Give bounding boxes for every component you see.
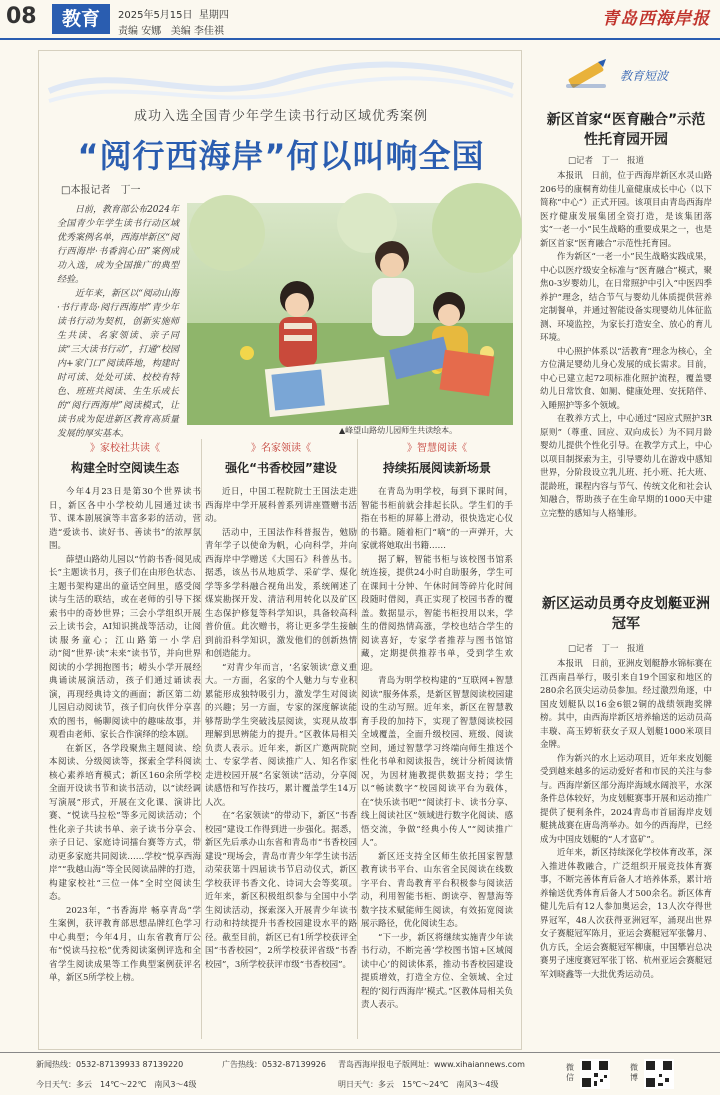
brief-title: 新区运动员勇夺皮划艇亚洲冠军 <box>542 596 710 632</box>
feature-photo <box>187 203 513 425</box>
column-divider <box>357 439 358 1039</box>
brief-byline: □记者 丁一 报道 <box>568 644 645 654</box>
brief-paragraph: 作为新区“一老一小”民生战略实践成果，中心以医疗级安全标准与“医育融合”模式，聚焦0-3岁婴幼儿，在日常照护中引入“中医四季养护”理念，结合节气与婴幼儿体质提供营养定制餐单，并通过智能设备实现婴幼儿体征监测、环境监控，为家长打造安全、放心的育儿环境。 <box>540 252 712 343</box>
column-tag: 》家校社共读《 <box>90 443 160 454</box>
brief-byline: □记者 丁一 报道 <box>568 156 645 166</box>
section-name: 教育 <box>52 4 110 34</box>
column-heading: 持续拓展阅读新场景 <box>382 461 491 475</box>
brief-body <box>540 658 712 1048</box>
column-paragraph: 今年4月23日是第30个世界读书日，新区各中小学校幼儿园通过读书节、课本剧展演等丰富多彩的活动，营造“爱读书、读好书、善读书”的浓厚氛围。 <box>49 487 201 551</box>
column-tag: 》智慧阅读《 <box>407 443 467 454</box>
column-divider <box>201 439 202 1039</box>
page-footer <box>0 1052 720 1095</box>
column-home-school <box>49 439 201 1060</box>
brief-section-tag: 教育短波 <box>620 69 669 83</box>
lead-paragraph: 日前，教育部公布2024年全国青少年学生读书行动区域优秀案例名单，西海岸新区“阅行西海岸·书香润心田”案例成功入选，成为全国推广的典型经验。 <box>57 205 179 285</box>
column-body <box>49 486 201 1060</box>
wechat-qr-icon[interactable] <box>580 1059 610 1089</box>
column-paragraph: 2023年，“书香海岸 畅享青岛”学生案例，获评教育部思想品牌红色学习中心典型；今年4月，山东省教育厅公布“悦读马拉松”优秀阅读案例评选和全省学生阅读成果等工作典型案例获评名单，新区5所学校上榜。 <box>49 905 201 983</box>
epaper-url[interactable]: 青岛西海岸报电子版网址：www.xihaiannews.com <box>338 1060 525 1069</box>
brief-title: 新区首家“医育融合”示范性托育园开园 <box>546 112 706 148</box>
feature-article <box>38 50 522 1050</box>
column-tag: 》名家领读《 <box>251 443 311 454</box>
column-body <box>361 486 513 1060</box>
column-paragraph: 活动中，王国法作科普报告，勉励青年学子以使命为帆，心向科学，并向西海岸中学赠送《大国石》科普丛书。据悉，该丛书从地质学、采矿学、煤化学等多学科融合视角出发，系统阐述了煤炭勘探开发、清洁利用转化以及矿区生态保护修复等科学知识，具备较高科普价值。此次赠书，将让更多学生接触到前沿科学知识，激发他们的创新热情和创造能力。 <box>205 527 357 659</box>
column-paragraph: 近日，中国工程院院士王国法走进西海岸中学开展科普系列讲座暨赠书活动。 <box>205 487 357 524</box>
weibo-qr-icon[interactable] <box>644 1059 674 1089</box>
brief-paragraph: 本报讯 日前，亚洲皮划艇静水锦标赛在江西南昌举行，吸引来自19个国家和地区的280余名顶尖运动员参加。经过激烈角逐，中国皮划艇队以16金6银2铜的战绩领跑奖牌榜。其中，由西海岸新区培养输送的运动员高丰璇、高玉婷斩获女子双人划艇1000米项目金牌。 <box>540 659 712 750</box>
column-paragraph: “下一步，新区将继续实施青少年读书行动，不断完善‘学校图书馆+区域阅读中心’的阅读体系，推动书香校园建设提质增效，打造全方位、全领域、全过程的‘阅行西海岸’模式。”区教体局相关负责人表示。 <box>361 932 513 1010</box>
column-heading: 构建全时空阅读生态 <box>70 461 179 475</box>
today-weather: 今日天气：多云 14℃～22℃ 南风3～4级 <box>36 1080 197 1089</box>
feature-byline: □本报记者 丁一 <box>61 185 141 196</box>
brief-body <box>540 170 712 578</box>
news-hotline: 新闻热线：0532-87139933 87139220 <box>36 1060 184 1069</box>
column-paragraph: “对青少年而言，‘名家领读’意义重大。一方面，名家的个人魅力与专业积累能形成独特吸引力，激发学生对阅读的兴趣；另一方面，专家的深度解读能够帮助学生突破浅层阅读，实现从故事理解到思辨能力的提升。”区教体局相关负责人表示。近年来，新区广邀两院院士、专家学者、阅读推广人、知名作家走进校园开展“名家领读”活动，分享阅读感悟和写作技巧，累计覆盖学生14万人次。 <box>205 662 357 808</box>
column-paragraph: 在“名家领读”的带动下，新区“书香校园”建设工作得到进一步强化。据悉，新区先后承办山东省和青岛市“书香校园建设”现场会，青岛市青少年学生读书活动荣获第十四届读书节启动仪式，新区学校获评书香文化、诗词大会等奖项。近年来，新区积极组织参与全国中小学生阅读活动，探索深入开展青少年读书行动和持续提升书香校园建设水平的路径。截至目前，新区已有1所学校获评全国“书香校园”，2所学校获评省级“书香校园”，3所学校获评市级“书香校园”。 <box>205 811 357 970</box>
brief-paragraph: 中心照护体系以“活教育”理念为核心，全方位满足婴幼儿身心发展的成长需求。目前，中心已建立起72项标准化照护流程，覆盖婴幼儿日常饮食、如厕、健康处理、安抚陪伴、入睡照护等多个领域。 <box>540 346 712 411</box>
weibo-label: 微博 <box>630 1063 638 1082</box>
brief-paragraph: 本报讯 日前，位于西海岸新区水灵山路206号的康桐育幼佳儿童健康成长中心（以下简称“中心”）正式开园。该项目由青岛西海岸医疗健康发展集团全资打造，是该集团落实“一老一小”民生战略的重要成果之一，也是新区首家“医育融合”示范性托育园。 <box>540 171 712 249</box>
tomorrow-weather: 明日天气：多云 15℃～24℃ 南风3～4级 <box>338 1080 499 1089</box>
feature-kicker: 成功入选全国青少年学生读书行动区域优秀案例 <box>133 109 428 124</box>
column-body <box>205 486 357 1060</box>
column-paragraph: 新区还支持全区师生依托国家智慧教育读书平台、山东省全民阅读在线数字平台、青岛教育平台积极参与阅读活动，利用智能书柜、朗读亭、智慧海等数字技术赋能师生阅读，有效拓宽阅读展示路径，优化阅读生态。 <box>361 851 513 929</box>
news-brief-sidebar <box>540 46 712 1050</box>
lead-paragraph: 近年来，新区以“阅动山海·书行青岛·阅行西海岸”青少年读书行动为契机，创新实施师生共读、名家领读、亲子同读“三大读书行动”，打通“校园内+家门口”阅读阵地，构建时时可读、处处可读、校校有特色、班班共阅读、生生乐成长的“阅行西海岸”阅读模式，让读书成为促进新区教育高质量发展的厚实基本。 <box>57 289 179 439</box>
column-heading: 强化“书香校园”建设 <box>225 461 337 475</box>
feature-title: “阅行西海岸”何以叫响全国 <box>77 137 485 175</box>
column-paragraph: 在新区，各学段聚焦主题阅读、绘本阅读、分级阅读等，探索全学科阅读核心素养培育模式；新区160余所学校全面开设读书节和读书活动，以“读经调写演展”形式，开展在文化课、演讲比赛、“悦读马拉松”等多元阅读活动；个性化亲子共读书单、亲子读书分享会、亲子日记、家庭诗词擂台赛等方式，带动更多家庭共同阅读……学校“悦享西海岸”“我越山海”等全民阅读品牌的打造，构建家校社“三位一体”全时空阅读生态。 <box>49 743 201 902</box>
wechat-label: 微信 <box>566 1063 574 1082</box>
newspaper-logo: 青岛西海岸报 <box>602 9 710 29</box>
column-expert-reading <box>205 439 357 1060</box>
page-header <box>0 0 720 40</box>
decorative-swirl <box>39 51 523 111</box>
column-paragraph: 在青岛为明学校，每到下课时间，智能书柜前就会排起长队。学生们的手指在书柜的屏幕上滑动，很快选定心仪的书籍。随着柜门“嘀”的一声弹开，大家就将她取出书籍…… <box>361 487 513 551</box>
column-paragraph: 据了解，智能书柜与该校图书馆系统连接，提供24小时自助服务，学生可在课间十分钟、午休时间等碎片化时间段随时借阅，真正实现了校园书香的覆盖。数据显示，智能书柜投用以来，学生的借阅热情高涨，学校也结合学生的阅读喜好，专家学者推荐与图书馆馆藏，定期提供推荐书单，受到学生欢迎。 <box>361 554 513 673</box>
photo-caption: ▲峰望山路幼儿园师生共读绘本。 <box>339 426 458 435</box>
column-paragraph: 薛望山路幼儿园以“竹韵书香·阅见成长”主题读书月，孩子们在由形色状态、主题书架构建出的童话空间里，感受阅读与生活的联结，或在老师的引导下探索书中的奇妙世界；三会小学组织开展云上读书会，AI知识挑战等活动，让阅读服务童心；江山路第一小学启动“阅”世界·读“未来”读书节，并向世界阅读的小学拥抱图书；崂头小学开展经典诵读展演活动，孩子们通过诵读表演，再现经典诗文的画面；新区第二幼儿园启动阅读节，孩子们向伙伴分享喜欢的图书，畅聊阅读中的趣味故事，并观看由老师、家长合作演绎的绘本剧。 <box>49 554 201 740</box>
brief-paragraph: 在教养方式上，中心通过“园应式照护3R原则”（尊重、回应、双向成长）为不同月龄婴幼儿提供个性化引导。在教学方式上，中心以项目制探索为主，引导婴幼儿在游戏中感知世界，分阶段设立乳儿班、托小班、托大班、混龄班，课程内容与节气、传统文化和社会认知融合，帮助孩子在生命早期的1000天中建立完整的感知与人格雏形。 <box>540 414 712 519</box>
staff-credits: 责编 安娜 美编 李佳祺 <box>118 26 224 37</box>
page-number: 08 <box>6 4 37 29</box>
brief-paragraph: 作为新兴的水上运动项目，近年来皮划艇受到越来越多的运动爱好者和市民的关注与参与。西海岸新区部分海岸海域水阔浪平，水深条件总体较好，为皮划艇赛事开展和运动推广提供了便利条件，2024青岛市首届海岸皮划艇挑战赛在唐岛湾举办。如今的西海岸，已经成为中国皮划艇的“人才富矿”。 <box>540 753 712 845</box>
column-smart-reading <box>361 439 513 1060</box>
ad-hotline: 广告热线：0532-87139926 <box>222 1060 326 1069</box>
column-paragraph: 青岛为明学校构建的“互联网+智慧阅读”服务体系，是新区智慧阅读校园建设的生动写照。近年来，新区在智慧教育手段的加持下，实现了智慧阅读校园全域覆盖，全面升级校园、班级、阅读空间，通过智慧学习终端向师生推送个性化书单和阅读报告，统计分析阅读情况，为因材施教提供数据支持；学生以“畅读数字”校园阅读平台为载体，在“快乐读书吧”“阅读打卡、读书分享、线上阅读社区”领域进行数字化阅读、感悟交流，争做“经典小传人”“阅读推广人”。 <box>361 676 513 848</box>
issue-date: 2025年5月15日 星期四 <box>118 10 229 21</box>
feature-lead <box>57 203 179 439</box>
brief-paragraph: 近年来，新区持续深化学校体育改革，深入推进体教融合，广泛组织开展竞技体育赛事，不断完善体育后备人才培养体系，累计培养输送优秀体育后备人才500余名。新区体育健儿先后有12人参加奥运会，13人次夺得世界冠军，48人次获得亚洲冠军，涌现出世界女子赛艇冠军陈月，亚运会赛艇冠军张馨月、仇方氏，全运会赛艇冠军柳康，中国攀岩总决赛男子速度赛冠军张丁铭、杭州亚运会赛艇冠军刘晓鑫等一大批优秀运动员。 <box>540 848 712 980</box>
